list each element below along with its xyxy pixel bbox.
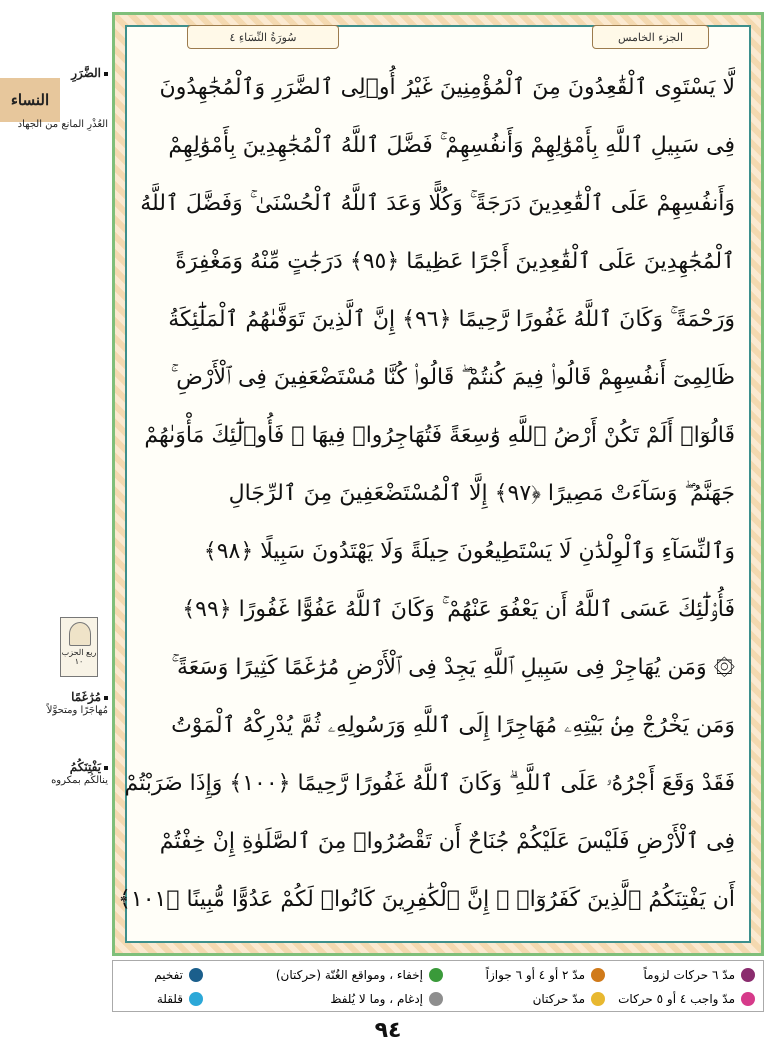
legend-label: مدّ حركتان: [532, 992, 585, 1006]
juz-header: الجزء الخامس: [592, 25, 709, 49]
text-line: ٱلْمُجَٰهِدِينَ عَلَى ٱلْقَٰعِدِينَ أَجْرًا عَظِيمًا ﴿٩٥﴾ دَرَجَٰتٍ مِّنْهُ وَمَغْفِرَةً: [175, 249, 735, 274]
color-dot-icon: [741, 992, 755, 1006]
gloss-meaning: العُذْرِ المانع من الجهاد: [17, 119, 108, 130]
text-line: جَهَنَّمُ ۖ وَسَآءَتْ مَصِيرًا ﴿٩٧﴾ إِلَّا ٱلْمُسْتَضْعَفِينَ مِنَ ٱلرِّجَالِ: [228, 481, 735, 506]
color-dot-icon: [591, 992, 605, 1006]
gloss-1-text: [8, 118, 108, 132]
gloss-2: [8, 690, 108, 718]
tajweed-legend: [112, 960, 764, 1012]
text-line: فِى سَبِيلِ ٱللَّهِ بِأَمْوَٰلِهِمْ وَأَنفُسِهِمْ ۚ فَضَّلَ ٱللَّهُ ٱلْمُجَٰهِدِينَ بِأَمْوَٰلِهِمْ: [168, 133, 735, 158]
legend-label: مدّ ٦ حركات لزوماً: [643, 968, 735, 982]
legend-item: [154, 963, 203, 987]
text-line: وَأَنفُسِهِمْ عَلَى ٱلْقَٰعِدِينَ دَرَجَةً ۚ وَكُلًّا وَعَدَ ٱللَّهُ ٱلْحُسْنَىٰ ۚ وَفَضَّلَ ٱللَّهُ: [140, 191, 735, 216]
surah-name-tab: النساء: [0, 78, 60, 122]
gloss-word: يَفْتِنَكُمُ: [69, 760, 101, 774]
dome-icon: [69, 622, 91, 646]
color-dot-icon: [741, 968, 755, 982]
text-line: لَّا يَسْتَوِى ٱلْقَٰعِدُونَ مِنَ ٱلْمُؤْمِنِينَ غَيْرُ أُو۟لِى ٱلضَّرَرِ وَٱلْمُجَٰهِدُونَ: [159, 75, 735, 100]
legend-label: تفخيم: [154, 968, 183, 982]
text-line: ظَالِمِىٓ أَنفُسِهِمْ قَالُوا۟ فِيمَ كُنتُمْ ۖ قَالُوا۟ كُنَّا مُسْتَضْعَفِينَ فِى ٱلْأَرْضِ ۚ: [170, 365, 735, 390]
legend-label: مدّ واجب ٤ أو ٥ حركات: [618, 992, 735, 1006]
color-dot-icon: [189, 968, 203, 982]
bullet-icon: [104, 696, 108, 700]
legend-label: قلقلة: [156, 992, 183, 1006]
text-line: ۞ وَمَن يُهَاجِرْ فِى سَبِيلِ ٱللَّهِ يَجِدْ فِى ٱلْأَرْضِ مُرَٰغَمًا كَثِيرًا وَسَعَةً ۚ: [171, 655, 735, 680]
surah-header: سُورَةُ النِّسَاءِ ٤: [187, 25, 339, 49]
text-line: أَن يَفْتِنَكُمُ ٱلَّذِينَ كَفَرُوٓا۟ ۚ إِنَّ ٱلْكَٰفِرِينَ كَانُوا۟ لَكُمْ عَدُوًّا مُّبِينًا ﴿١٠١﴾: [117, 887, 735, 912]
legend-item: [533, 987, 605, 1011]
legend-item: [157, 987, 203, 1011]
bullet-icon: [104, 72, 108, 76]
gloss-1: [8, 66, 108, 80]
gloss-meaning: ينالكُم بمكروه: [51, 775, 108, 786]
gloss-word: الضَّرَرِ: [71, 66, 101, 80]
gloss-meaning: مُهاجَرًا ومتحوَّلاً: [46, 705, 108, 716]
text-line: فَأُو۟لَٰٓئِكَ عَسَى ٱللَّهُ أَن يَعْفُوَ عَنْهُمْ ۚ وَكَانَ ٱللَّهُ عَفُوًّا غَفُورًا ﴿٩٩﴾: [182, 597, 735, 622]
text-line: قَالُوٓا۟ أَلَمْ تَكُنْ أَرْضُ ٱللَّهِ وَٰسِعَةً فَتُهَاجِرُوا۟ فِيهَا ۚ فَأُو۟لَٰٓئِكَ مَأْوَىٰهُمْ: [144, 423, 735, 448]
color-dot-icon: [429, 968, 443, 982]
gloss-word: مُرَٰغَمًا: [71, 690, 101, 704]
legend-label: مدّ ٢ أو ٤ أو ٦ جوازاً: [485, 968, 585, 982]
text-frame: [117, 25, 751, 943]
gloss-3: [8, 760, 108, 788]
legend-label: إخفاء ، ومواقع الغُنّة (حركتان): [275, 968, 423, 982]
legend-label: إدغام ، وما لا يُلفظ: [330, 992, 423, 1006]
text-line: فِى ٱلْأَرْضِ فَلَيْسَ عَلَيْكُمْ جُنَاحٌ أَن تَقْصُرُوا۟ مِنَ ٱلصَّلَوٰةِ إِنْ خِفْتُمْ: [159, 829, 735, 854]
page-frame: [112, 12, 764, 956]
hizb-label: ربع الحزب ١٠: [61, 648, 97, 666]
text-line: وَرَحْمَةً ۚ وَكَانَ ٱللَّهُ غَفُورًا رَّحِيمًا ﴿٩٦﴾ إِنَّ ٱلَّذِينَ تَوَفَّىٰهُمُ ٱلْمَلَٰٓئِكَةُ: [168, 307, 735, 332]
color-dot-icon: [189, 992, 203, 1006]
text-line: وَمَن يَخْرُجْ مِنۢ بَيْتِهِۦ مُهَاجِرًا إِلَى ٱللَّهِ وَرَسُولِهِۦ ثُمَّ يُدْرِكْهُ ٱلْمَوْتُ: [171, 713, 735, 738]
bullet-icon: [104, 766, 108, 770]
color-dot-icon: [591, 968, 605, 982]
legend-item: [644, 963, 756, 987]
legend-item: [330, 987, 443, 1011]
legend-item: [486, 963, 605, 987]
quran-text: [117, 51, 735, 931]
text-line: فَقَدْ وَقَعَ أَجْرُهُۥ عَلَى ٱللَّهِ ۗ وَكَانَ ٱللَّهُ غَفُورًا رَّحِيمًا ﴿١٠٠﴾ وَإِذَا ضَرَبْتُمْ: [124, 771, 735, 796]
page-number: ٩٤: [374, 1018, 402, 1043]
legend-item: [276, 963, 443, 987]
hizb-marker: [60, 617, 98, 677]
color-dot-icon: [429, 992, 443, 1006]
text-line: وَٱلنِّسَآءِ وَٱلْوِلْدَٰنِ لَا يَسْتَطِيعُونَ حِيلَةً وَلَا يَهْتَدُونَ سَبِيلًا ﴿٩٨﴾: [203, 539, 735, 564]
legend-item: [618, 987, 755, 1011]
